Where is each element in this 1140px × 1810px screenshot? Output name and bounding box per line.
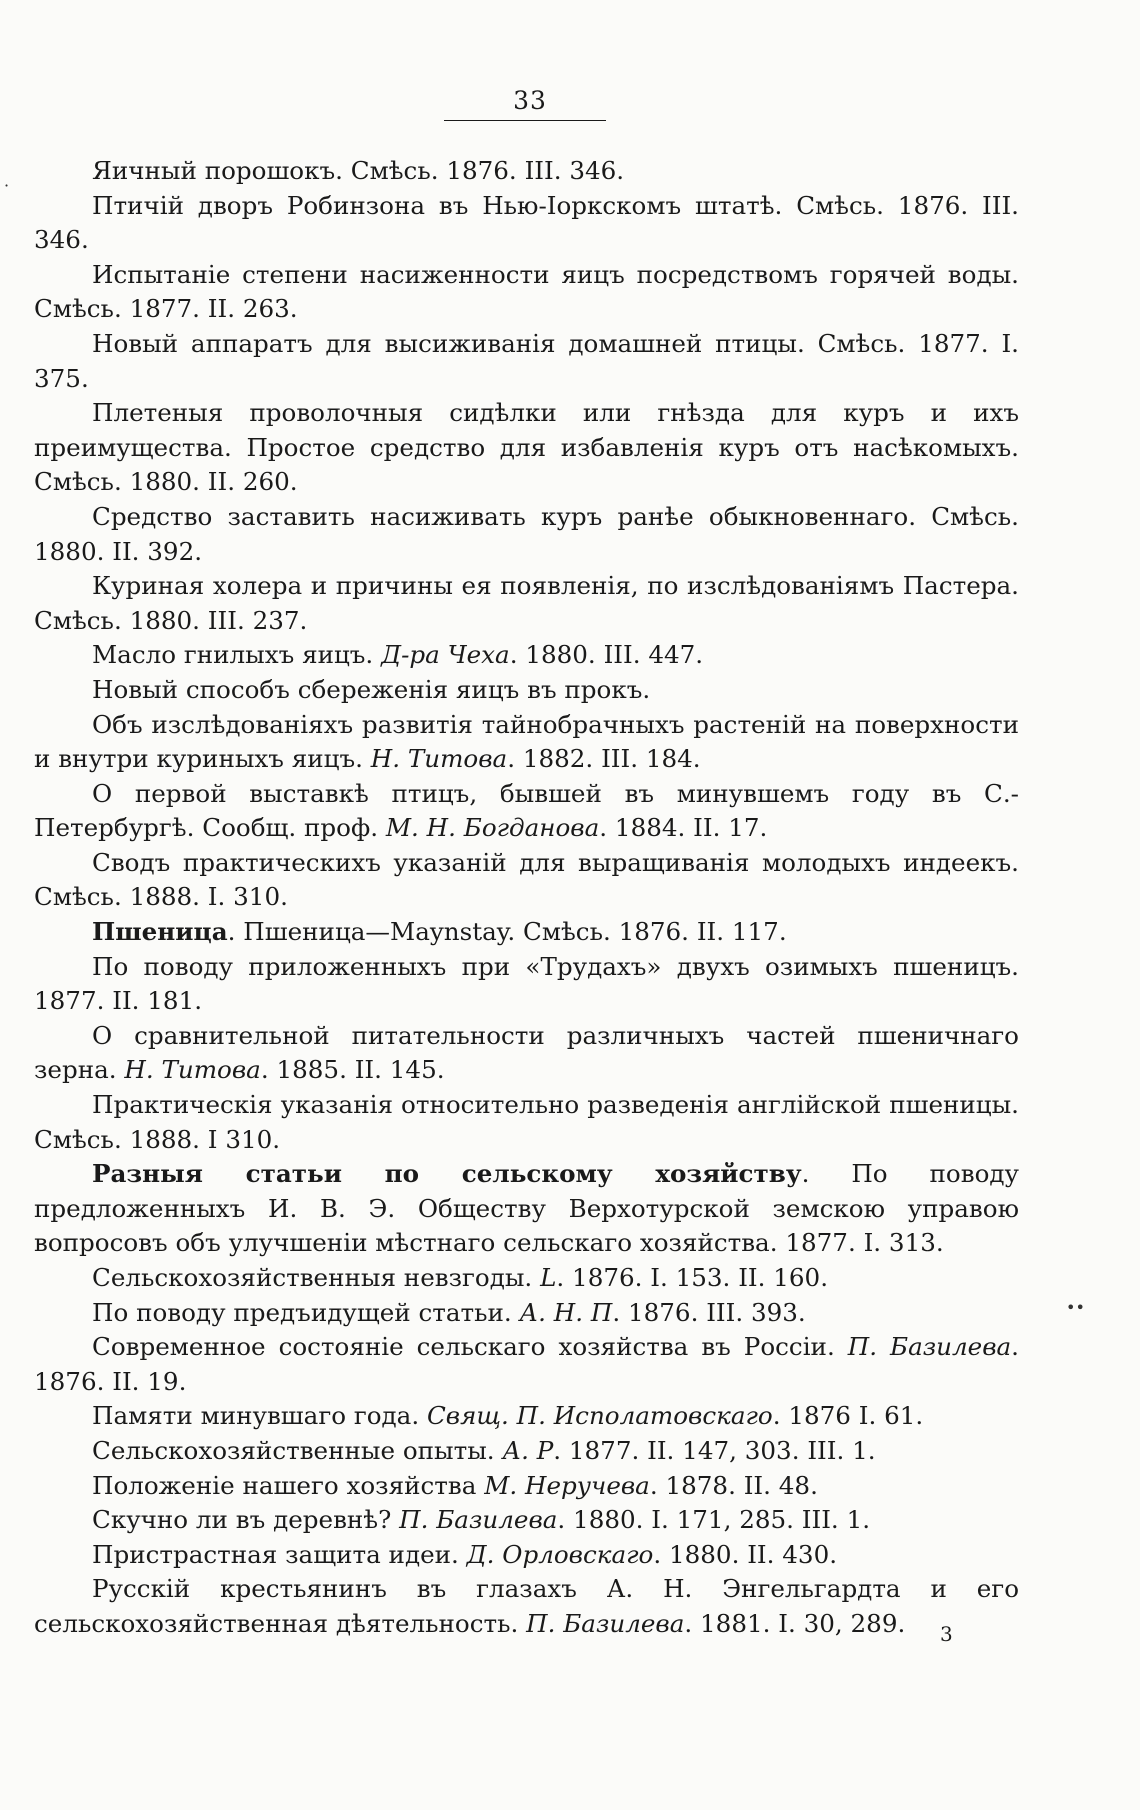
bibliography-entry (34, 258, 1019, 327)
bibliography-entry (34, 1538, 1019, 1573)
entry-text: . 1877. II. 147, 303. III. 1. (553, 1435, 876, 1465)
bibliography-entry (34, 189, 1019, 258)
entry-text: Плетеныя проволочныя сидѣлки или гнѣзда для куръ и ихъ преимущества. Простое средство для избавленія куръ отъ насѣкомыхъ. Смѣсь. 1880. II. 260. (34, 398, 1019, 497)
entry-text: Объ изслѣдованіяхъ развитія тайнобрачныхъ растеній на поверхности и внутри куриныхъ яицъ. (34, 709, 1019, 774)
entry-text: Русскій крестьянинъ въ глазахъ А. Н. Энгельгардта и его сельскохозяйственная дѣятельность. (34, 1574, 1019, 1638)
entry-text: . Пшеница—Maynstay. Смѣсь. 1876. II. 117. (227, 917, 787, 947)
right-margin-mark: •• (1066, 1298, 1085, 1317)
entry-author: Н. Титова (124, 1055, 261, 1085)
bibliography-entry (34, 915, 1019, 950)
entry-text: О сравнительной питательности различныхъ частей пшеничнаго зерна. (34, 1020, 1019, 1085)
entry-text: . 1876. II. 19. (34, 1332, 1019, 1396)
bibliography-entry (34, 1296, 1019, 1331)
bibliography-entry (34, 1469, 1019, 1504)
entry-text: Средство заставить насиживать куръ ранѣе обыкновеннаго. Смѣсь. 1880. II. 392. (34, 501, 1019, 566)
entry-author: Н. Титова (370, 744, 508, 774)
entry-text: По поводу предъидущей статьи. (92, 1297, 520, 1327)
entry-text: . 1876 I. 61. (772, 1401, 924, 1431)
entry-text: Сельскохозяйственные опыты. (92, 1435, 503, 1465)
entry-text: Новый аппаратъ для высиживанія домашней птицы. Смѣсь. 1877. I. 375. (34, 328, 1019, 393)
page-number-rule (444, 120, 606, 121)
entry-text: . 1885. II. 145. (260, 1055, 445, 1085)
entry-text: . 1882. III. 184. (507, 744, 701, 774)
entry-text: . По поводу предложенныхъ И. В. Э. Обществу Верхотурской земскою управою вопросовъ объ улучшеніи мѣстнаго сельскаго хозяйства. 1877. I. 313. (34, 1159, 1019, 1258)
entry-text: Положеніе нашего хозяйства (92, 1470, 485, 1500)
bibliography-entry (34, 396, 1019, 500)
bibliography-entry (34, 1572, 1019, 1641)
entry-text: . 1876. I. 153. II. 160. (556, 1263, 829, 1292)
entry-text: . 1884. II. 17. (599, 813, 768, 843)
entry-text: . 1881. I. 30, 289. (684, 1608, 906, 1638)
entry-author: М. Неручева (484, 1470, 650, 1500)
entry-text: . 1880. III. 447. (509, 640, 704, 670)
entry-text: Яичный порошокъ. Смѣсь. 1876. III. 346. (92, 156, 625, 185)
entry-text: Пристрастная защита идеи. (92, 1539, 467, 1569)
bibliography-entry (34, 846, 1019, 915)
entry-author: А. Н. П (519, 1297, 613, 1327)
bibliography-entry (34, 950, 1019, 1019)
bibliography-entry (34, 1503, 1019, 1538)
entry-text: Современное состояніе сельскаго хозяйства въ Россіи. (92, 1332, 848, 1362)
bibliography-entry (34, 777, 1019, 846)
entry-text: Памяти минувшаго года. (92, 1401, 427, 1431)
entry-text: Куриная холера и причины ея появленія, по изслѣдованіямъ Пастера. Смѣсь. 1880. III. 237. (34, 571, 1019, 635)
section-heading: Разныя статьи по сельскому хозяйству (92, 1159, 802, 1189)
bibliography-entry (34, 1157, 1019, 1261)
entry-text: По поводу приложенныхъ при «Трудахъ» двухъ озимыхъ пшеницъ. 1877. II. 181. (34, 951, 1019, 1016)
entry-text: Новый способъ сбереженія яицъ въ прокъ. (92, 674, 651, 704)
bibliography-entry (34, 569, 1019, 638)
bibliography-entry (34, 638, 1019, 673)
entry-text: Скучно ли въ деревнѣ? (92, 1505, 400, 1535)
entry-author: П. Базилева (526, 1608, 685, 1638)
entry-author: Свящ. П. Исполатовскаго (426, 1401, 773, 1431)
bibliography-entry (34, 1019, 1019, 1088)
entry-author: Д-ра Чеха (381, 640, 510, 670)
entry-text: Сельскохозяйственныя невзгоды. (92, 1263, 541, 1292)
entry-author: М. Н. Богданова (385, 813, 600, 843)
bibliography-list (34, 154, 1019, 1642)
entry-text: Масло гнилыхъ яицъ. (92, 640, 382, 670)
entry-text: . 1880. II. 430. (653, 1539, 838, 1569)
entry-author: Д. Орловскаго (466, 1539, 654, 1569)
entry-text: Птичій дворъ Робинзона въ Нью-Іоркскомъ штатѣ. Смѣсь. 1876. III. 346. (34, 190, 1019, 255)
entry-author: L (540, 1263, 557, 1292)
bibliography-entry (34, 708, 1019, 777)
left-margin-mark: · (4, 176, 10, 195)
entry-text: О первой выставкѣ птицъ, бывшей въ минувшемъ году въ С.-Петербургѣ. Сообщ. проф. (34, 778, 1019, 843)
printer-signature: 3 (940, 1622, 953, 1646)
entry-text: . 1880. I. 171, 285. III. 1. (557, 1505, 871, 1535)
entry-text: Испытаніе степени насиженности яицъ посредствомъ горячей воды. Смѣсь. 1877. II. 263. (34, 259, 1019, 324)
bibliography-entry (34, 1399, 1019, 1434)
bibliography-entry (34, 1434, 1019, 1469)
entry-text: . 1876. III. 393. (612, 1297, 806, 1327)
entry-text: Практическія указанія относительно разведенія англійской пшеницы. Смѣсь. 1888. I 310. (34, 1090, 1019, 1154)
bibliography-entry (34, 673, 1019, 708)
entry-text: Сводъ практическихъ указаній для выращиванія молодыхъ индеекъ. Смѣсь. 1888. I. 310. (34, 847, 1019, 912)
section-heading: Пшеница (92, 917, 228, 947)
bibliography-entry (34, 500, 1019, 569)
bibliography-entry (34, 1261, 1019, 1296)
entry-author: П. Базилева (399, 1505, 558, 1535)
entry-text: . 1878. II. 48. (649, 1470, 818, 1500)
bibliography-entry (34, 154, 1019, 189)
page-number: 33 (513, 86, 547, 115)
bibliography-entry (34, 1330, 1019, 1399)
entry-author: П. Базилева (847, 1332, 1012, 1362)
bibliography-entry (34, 1088, 1019, 1157)
entry-author: А. Р (502, 1435, 554, 1465)
bibliography-entry (34, 327, 1019, 396)
